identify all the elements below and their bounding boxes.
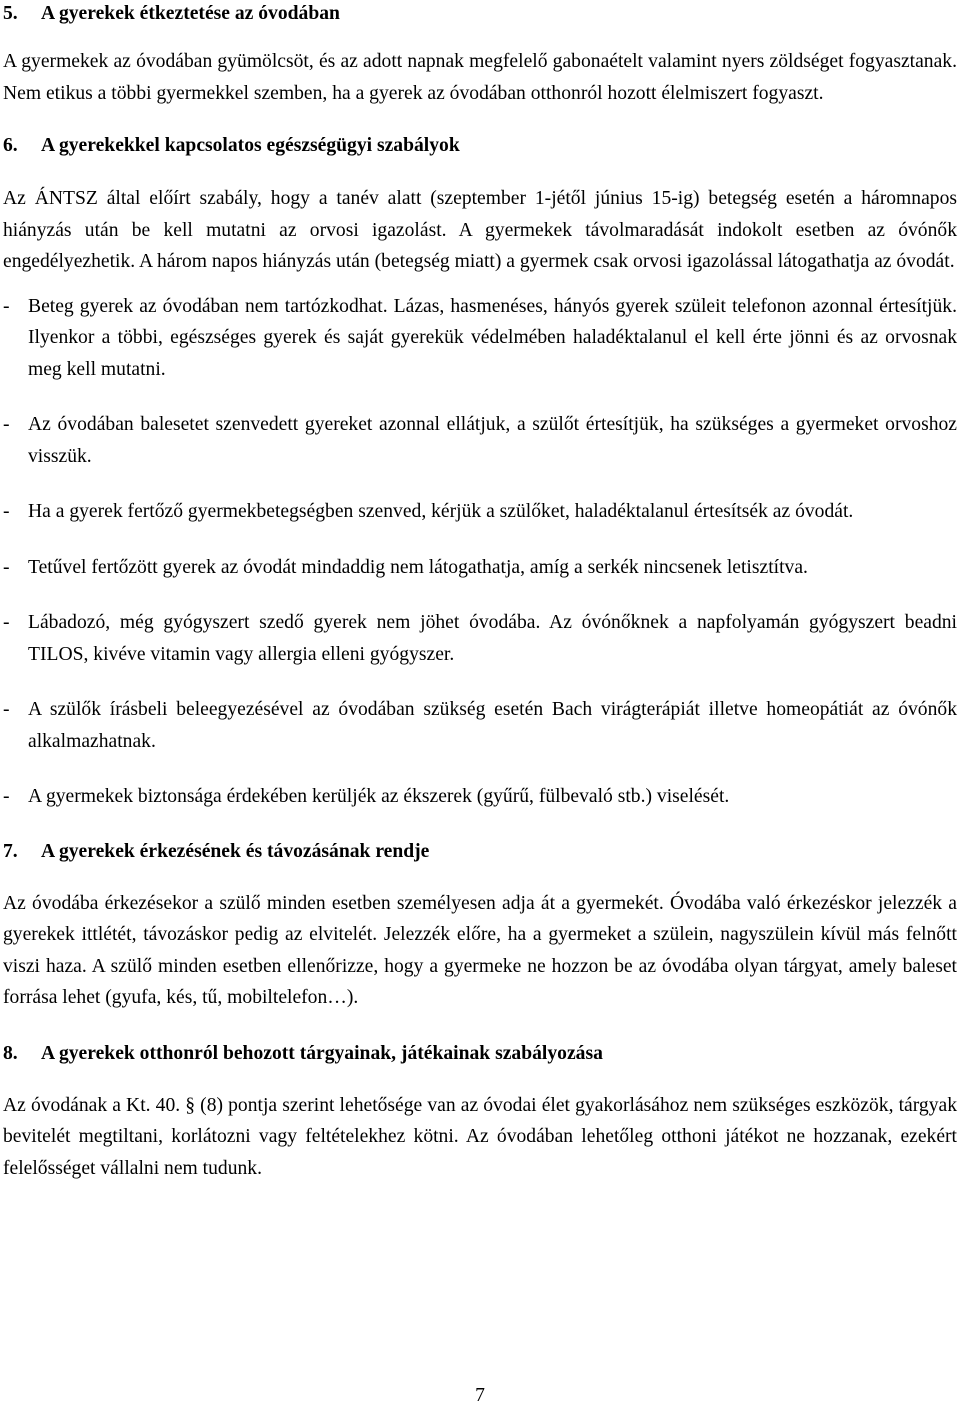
section-8-paragraph: Az óvodának a Kt. 40. § (8) pontja szerint lehetősége van az óvodai élet gyakorlásához nem szükséges eszközök, tárgyak bevitelét megtiltani, korlátozni vagy feltételekhez kötni. Az óvodában lehetőleg otthoni játékot ne hozzanak, ezekért felelősséget vállalni nem tudunk. bbox=[3, 1094, 957, 1179]
list-item bbox=[3, 781, 957, 813]
bullet-dash: - bbox=[3, 295, 10, 317]
bullet-dash: - bbox=[3, 612, 10, 633]
section-7-paragraph: Az óvodába érkezésekor a szülő minden esetben személyesen adja át a gyermekét. Óvodába való érkezéskor jelezzék a gyerekek ittlétét, távozáskor pedig az elvitelét. Jelezzék előre, ha a gyermeket a szülein, nagyszülein kívül más felnőtt viszi haza. A szülő minden esetben ellenőrizze, hogy a gyermeke ne hozzon be az óvodába olyan tárgyat, amely baleset forrása lehet (gyufa, kés, tű, mobiltelefon…). bbox=[3, 892, 957, 1008]
bullet-dash: - bbox=[3, 501, 10, 522]
list-item-text: A szülők írásbeli beleegyezésével az óvodában szükség esetén Bach virágterápiát illetve homeopátiát az óvónők alkalmazhatnak. bbox=[28, 699, 957, 752]
section-5-paragraph: A gyermekek az óvodában gyümölcsöt, és az adott napnak megfelelő gabonaételt valamint nyers zöldséget fogyasztanak. Nem etikus a többi gyermekkel szemben, ha a gyerek az óvodában otthonról hozott élelmiszert fogyaszt. bbox=[3, 51, 957, 104]
list-item bbox=[3, 694, 957, 757]
page-number: 7 bbox=[475, 1385, 485, 1406]
section-8-title: A gyerekek otthonról behozott tárgyainak, játékainak szabályozása bbox=[41, 1042, 603, 1064]
bullet-dash: - bbox=[3, 786, 10, 807]
list-item bbox=[3, 409, 957, 472]
document-page bbox=[3, 0, 957, 1184]
list-item-text: Tetűvel fertőzött gyerek az óvodát mindaddig nem látogathatja, amíg a serkék nincsenek letisztítva. bbox=[28, 556, 808, 578]
bullet-dash: - bbox=[3, 699, 10, 720]
list-item-text: Beteg gyerek az óvodában nem tartózkodhat. Lázas, hasmenéses, hányós gyerek szüleit telefonon azonnal értesítjük. Ilyenkor a többi, egészséges gyerek és saját gyerekük védelmében haladéktalanul el kell érte jönni és az orvosnak meg kell mutatni. bbox=[28, 295, 957, 380]
bullet-dash: - bbox=[3, 414, 10, 435]
section-6-paragraph: Az ÁNTSZ által előírt szabály, hogy a tanév alatt (szeptember 1-jétől június 15-ig) betegség esetén a háromnapos hiányzás után be kell mutatni az orvosi igazolást. A gyermekek távolmaradását indokolt esetben az óvónők engedélyezhetik. A három napos hiányzás után (betegség miatt) a gyermek csak orvosi igazolással látogathatja az óvodát. bbox=[3, 188, 957, 272]
section-8-heading bbox=[3, 1038, 957, 1069]
section-7-number: 7. bbox=[3, 840, 18, 862]
section-8-number: 8. bbox=[3, 1042, 18, 1064]
section-6-number: 6. bbox=[3, 135, 18, 156]
list-item bbox=[3, 552, 957, 584]
list-item bbox=[3, 291, 957, 386]
section-5-title: A gyerekek étkeztetése az óvodában bbox=[41, 3, 340, 24]
section-7-title: A gyerekek érkezésének és távozásának rendje bbox=[41, 840, 430, 862]
list-item-text: A gyermekek biztonsága érdekében kerüljék az ékszerek (gyűrű, fülbevaló stb.) viselését. bbox=[28, 786, 730, 807]
section-7-heading bbox=[3, 836, 957, 867]
list-item-text: Az óvodában balesetet szenvedett gyereket azonnal ellátjuk, a szülőt értesítjük, ha szükséges a gyermeket orvoshoz visszük. bbox=[28, 414, 957, 467]
section-5-number: 5. bbox=[3, 3, 18, 24]
list-item-text: Ha a gyerek fertőző gyermekbetegségben szenved, kérjük a szülőket, haladéktalanul értesítsék az óvodát. bbox=[28, 501, 854, 522]
bullet-dash: - bbox=[3, 556, 10, 578]
list-item bbox=[3, 607, 957, 670]
list-item-text: Lábadozó, még gyógyszert szedő gyerek nem jöhet óvodába. Az óvónőknek a napfolyamán gyógyszert beadni TILOS, kivéve vitamin vagy allergia elleni gyógyszer. bbox=[28, 612, 957, 665]
section-6-heading bbox=[3, 130, 957, 161]
section-6-title: A gyerekekkel kapcsolatos egészségügyi szabályok bbox=[41, 135, 460, 156]
section-5-heading bbox=[3, 0, 957, 29]
list-item bbox=[3, 496, 957, 528]
